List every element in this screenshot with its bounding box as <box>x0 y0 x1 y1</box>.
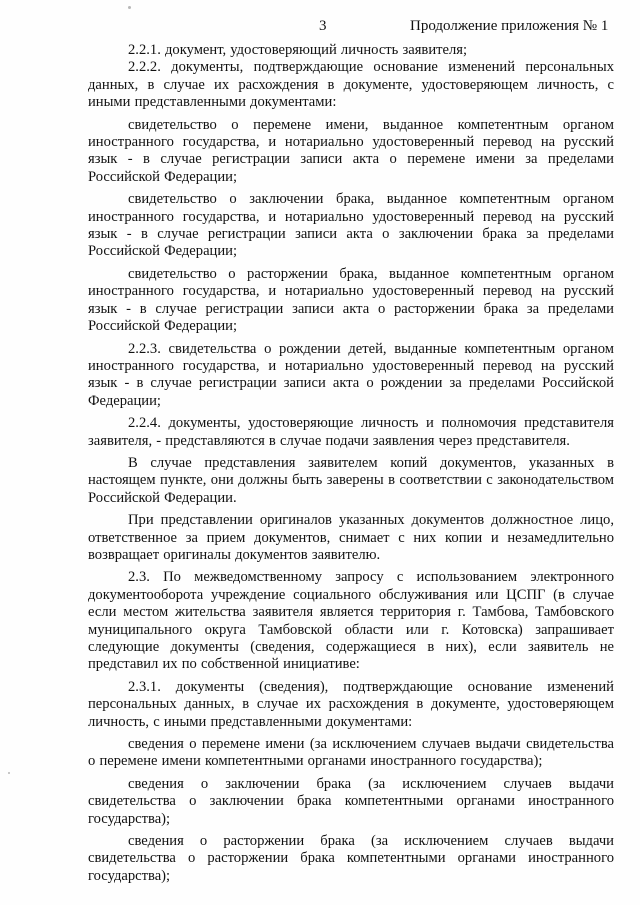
paragraph-2-3-1: 2.3.1. документы (сведения), подтверждающие основание изменений персональных данных, в случае их расхождения в документе, удостоверяющем личность, с иными представленными документами: <box>88 678 614 730</box>
paragraph-divorce-info: сведения о расторжении брака (за исключением случаев выдачи свидетельства о расторжении брака компетентными органами иностранного государства); <box>88 833 614 884</box>
paragraph-2-3: 2.3. По межведомственному запросу с использованием электронного документооборота учреждение социального обслуживания или ЦСПГ (в случае если местом жительства заявителя является территория г. Тамбова, Тамбовского муниципального округа Тамбовской области или г. Котовска) запрашивает следующие документы (сведения, содержащиеся в них), если заявитель не представил их по собственной инициативе: <box>88 569 614 673</box>
paragraph-2-2-1: 2.2.1. документ, удостоверяющий личность заявителя; <box>128 42 468 58</box>
scan-speck <box>8 772 10 774</box>
paragraph-2-2-2: 2.2.2. документы, подтверждающие основание изменений персональных данных, в случае их расхождения в документе, удостоверяющем личность, с иными представленными документами: <box>88 59 614 111</box>
paragraph-copies-certification: В случае представления заявителем копий документов, указанных в настоящем пункте, они должны быть заверены в соответствии с законодательством Российской Федерации. <box>88 454 614 506</box>
paragraph-marriage-certificate: свидетельство о заключении брака, выданное компетентным органом иностранного государства, и нотариально удостоверенный перевод на русский язык - в случае регистрации записи акта о заключении брака за пределами Российской Федерации; <box>88 191 614 260</box>
paragraph-marriage-info: сведения о заключении брака (за исключением случаев выдачи свидетельства о заключении брака компетентными органами иностранного государства); <box>88 775 614 827</box>
page-header <box>0 18 640 40</box>
paragraph-2-2-4: 2.2.4. документы, удостоверяющие личность и полномочия представителя заявителя, - представляются в случае подачи заявления через представителя. <box>88 415 614 449</box>
paragraph-2-2-3: 2.2.3. свидетельства о рождении детей, выданные компетентным органом иностранного государства, и нотариально удостоверенный перевод на русский язык - в случае регистрации записи акта о рождении за пределами Российской Федерации; <box>88 340 614 409</box>
appendix-continuation-label: Продолжение приложения № 1 <box>410 18 609 34</box>
paragraph-originals-return: При представлении оригиналов указанных документов должностное лицо, ответственное за прием документов, снимает с них копии и незамедлительно возвращает оригиналы документов заявителю. <box>88 512 614 563</box>
document-body <box>88 42 614 885</box>
paragraph-name-change-info: сведения о перемене имени (за исключением случаев выдачи свидетельства о перемене имени компетентными органами иностранного государства); <box>88 736 614 770</box>
scan-speck <box>128 6 131 9</box>
page-number: 3 <box>319 18 327 34</box>
paragraph-divorce-certificate: свидетельство о расторжении брака, выданное компетентным органом иностранного государства, и нотариально удостоверенный перевод на русский язык - в случае регистрации записи акта о расторжении брака за пределами Российской Федерации; <box>88 265 614 335</box>
paragraph-name-change-certificate: свидетельство о перемене имени, выданное компетентным органом иностранного государства, и нотариально удостоверенный перевод на русский язык - в случае регистрации записи акта о перемене имени за пределами Российской Федерации; <box>88 116 614 185</box>
